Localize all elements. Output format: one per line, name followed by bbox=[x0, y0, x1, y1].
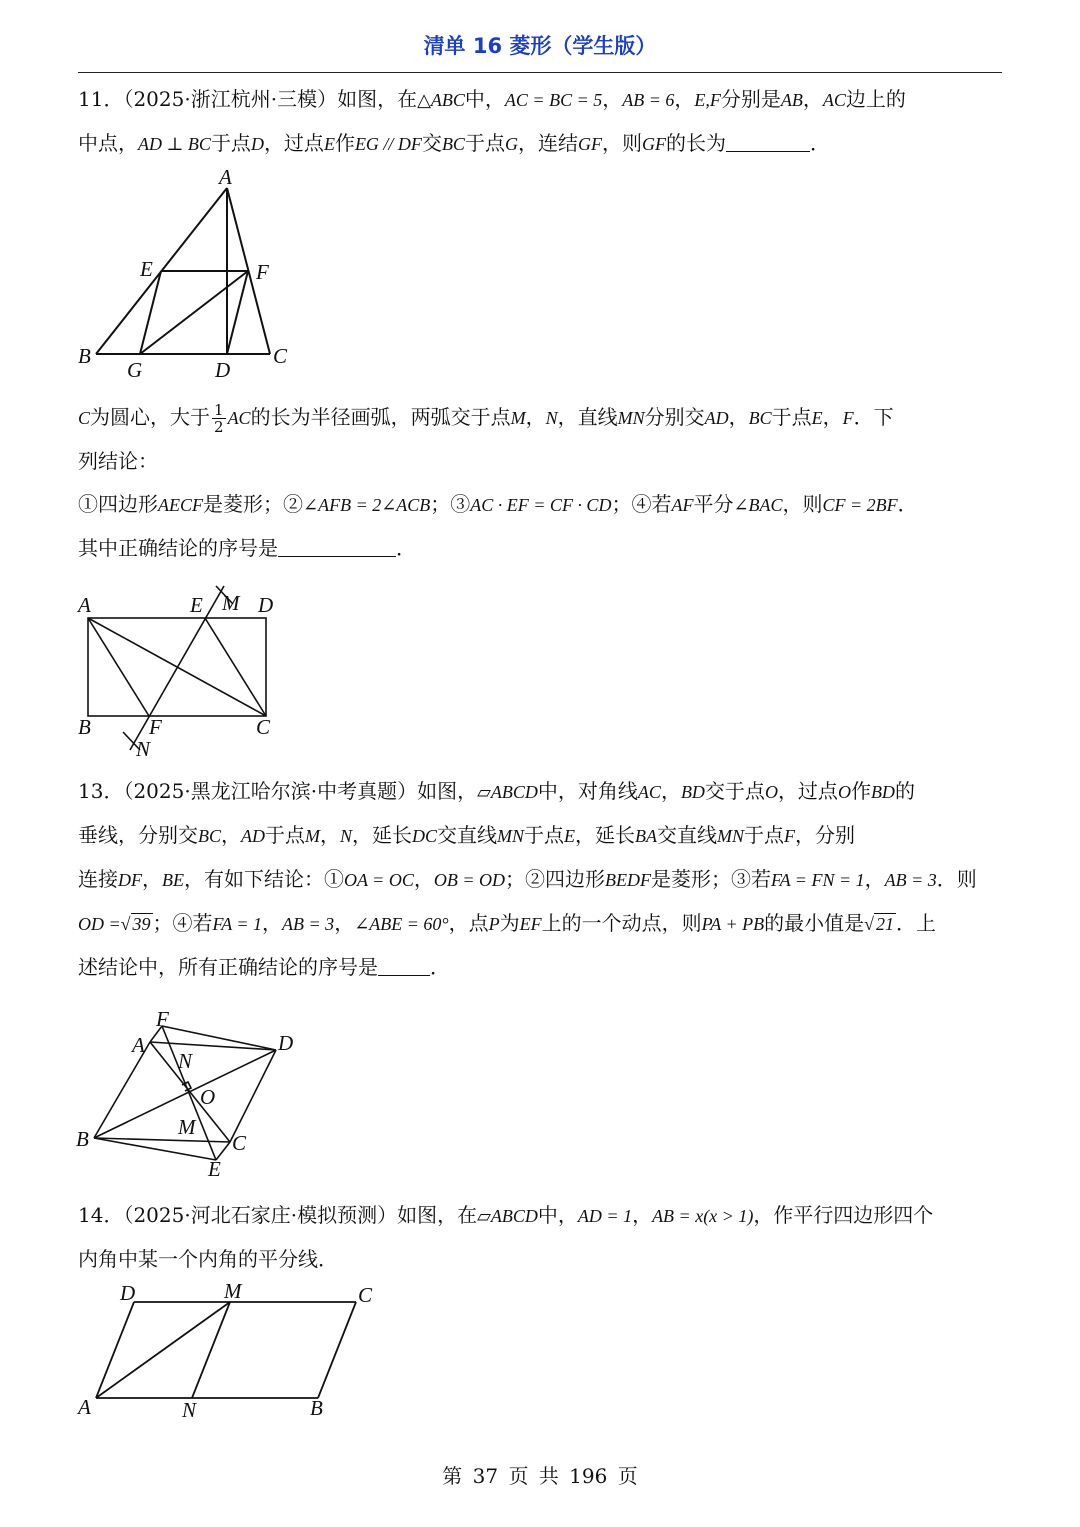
label-d: D bbox=[258, 593, 274, 617]
label-a: A bbox=[132, 1033, 145, 1057]
label-f: F bbox=[256, 260, 269, 284]
label-b: B bbox=[310, 1396, 323, 1420]
answer-blank bbox=[378, 953, 430, 976]
label-m: M bbox=[224, 1280, 242, 1303]
label-a: A bbox=[78, 593, 91, 617]
label-n: N bbox=[136, 737, 151, 761]
label-b: B bbox=[78, 344, 91, 368]
label-c: C bbox=[256, 715, 271, 739]
figure-rectangle-abcd bbox=[70, 582, 310, 764]
page-header-title: 清单 16 菱形（学生版） bbox=[423, 34, 657, 58]
header-divider bbox=[78, 72, 1002, 73]
figure-parallelogram-bedf bbox=[70, 1006, 310, 1182]
figure-triangle-abc bbox=[70, 162, 310, 384]
answer-blank bbox=[726, 129, 810, 152]
label-g: G bbox=[127, 358, 143, 382]
label-c: C bbox=[232, 1131, 247, 1155]
figure-parallelogram-abcd bbox=[70, 1280, 390, 1424]
label-e: E bbox=[140, 257, 153, 281]
page-number: 第 37 页 共 196 页 bbox=[442, 1464, 638, 1488]
question-12-text: C为圆心，大于 $\frac{1}{2}$ AC的长为半径画弧，两弧交于点M，N，直线MN分别交AD，BC于点E，F．下 列结论： ①四边形AECF是菱形；②∠AFB = 2∠ACB；③AC · EF = CF · CD；④若AF平分∠BAC，则CF = 2BF． 其中正确结论的序号是 ． bbox=[78, 401, 918, 560]
label-n: N bbox=[178, 1049, 193, 1073]
question-11-text: 11．（2025·浙江杭州·三模）如图，在△ABC中，AC = BC = 5，AB = 6，E,F分别是AB，AC边上的 中点，AD ⊥ BC于点D，过点E作EG // DF交BC于点G，连结GF，则GF的长为 ． bbox=[78, 87, 906, 155]
label-d: D bbox=[215, 358, 231, 382]
question-14-text: 14．（2025·河北石家庄·模拟预测）如图，在▱ABCD中，AD = 1，AB = x(x > 1)，作平行四边形四个 内角中某一个内角的平分线． bbox=[78, 1203, 934, 1271]
label-c: C bbox=[358, 1283, 373, 1307]
label-d: D bbox=[278, 1031, 294, 1055]
label-b: B bbox=[78, 715, 91, 739]
fraction-one-half: $\frac{1}{2}$ bbox=[214, 401, 224, 436]
label-e: E bbox=[208, 1157, 221, 1181]
label-o: O bbox=[200, 1085, 216, 1109]
label-f: F bbox=[156, 1007, 169, 1031]
label-d: D bbox=[120, 1281, 136, 1305]
label-n: N bbox=[182, 1398, 197, 1422]
label-a: A bbox=[219, 165, 232, 189]
label-m: M bbox=[178, 1115, 196, 1139]
label-b: B bbox=[76, 1127, 89, 1151]
label-a: A bbox=[78, 1395, 91, 1419]
label-c: C bbox=[273, 344, 288, 368]
question-13-text: 13．（2025·黑龙江哈尔滨·中考真题）如图，▱ABCD中，对角线AC，BD交于点O，过点O作BD的 垂线，分别交BC，AD于点M，N，延长DC交直线MN于点E，延长BA交直线MN于点F，分别 连接DF，BE，有如下结论：①OA = OC，OB = OD；②四边形BEDF是菱形；③若FA = FN = 1，AB = 3．则 OD =√ 39 ；④若FA = 1，AB = 3，∠ABE = 60°，点P为EF上的一个动点，则PA + PB的最小值是√ 21 ．上 述结论中，所有正确结论的序号是 ． bbox=[78, 779, 977, 979]
label-e: E bbox=[190, 593, 203, 617]
label-f: F bbox=[149, 715, 162, 739]
label-m: M bbox=[222, 591, 240, 615]
answer-blank bbox=[278, 534, 396, 557]
